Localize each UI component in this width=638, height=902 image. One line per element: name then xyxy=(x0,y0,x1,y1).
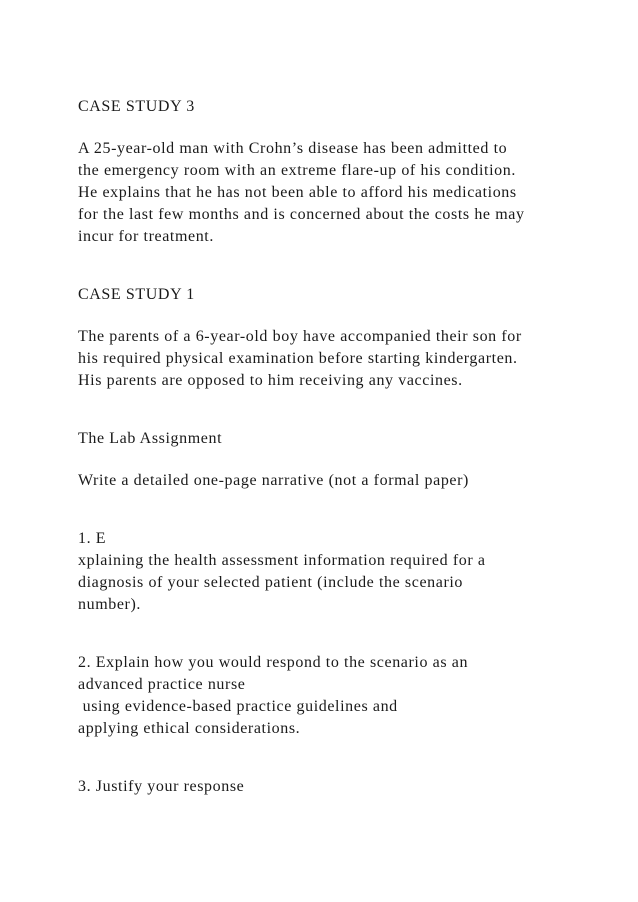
case-study-3-text-line: the emergency room with an extreme flare-up of his condition. xyxy=(78,162,516,179)
item-3-line: 3. Justify your response xyxy=(78,778,245,795)
item-2-line: advanced practice nurse xyxy=(78,676,246,693)
case-study-1-text-line: his required physical examination before starting kindergarten. xyxy=(78,350,518,367)
case-study-1-text-line: His parents are opposed to him receiving any vaccines. xyxy=(78,372,463,389)
lab-assignment-heading: The Lab Assignment xyxy=(78,430,223,447)
item-2-line: applying ethical considerations. xyxy=(78,720,301,737)
case-study-1-heading: CASE STUDY 1 xyxy=(78,286,195,303)
lab-instruction: Write a detailed one-page narrative (not a formal paper) xyxy=(78,472,469,489)
case-study-3-text-line: He explains that he has not been able to afford his medications xyxy=(78,184,517,201)
case-study-3-text-line: incur for treatment. xyxy=(78,228,214,245)
item-1-line: number). xyxy=(78,596,142,613)
case-study-3-text-line: A 25-year-old man with Crohn’s disease has been admitted to xyxy=(78,140,508,157)
item-2-line: using evidence-based practice guidelines and xyxy=(78,698,398,715)
item-1-line: diagnosis of your selected patient (include the scenario xyxy=(78,574,464,591)
item-1-line: xplaining the health assessment information required for a xyxy=(78,552,486,569)
case-study-3-heading: CASE STUDY 3 xyxy=(78,98,195,115)
case-study-3-text-line: for the last few months and is concerned about the costs he may xyxy=(78,206,525,223)
item-1-line: 1. E xyxy=(78,530,107,547)
case-study-1-text-line: The parents of a 6-year-old boy have accompanied their son for xyxy=(78,328,522,345)
item-2-line: 2. Explain how you would respond to the scenario as an xyxy=(78,654,469,671)
